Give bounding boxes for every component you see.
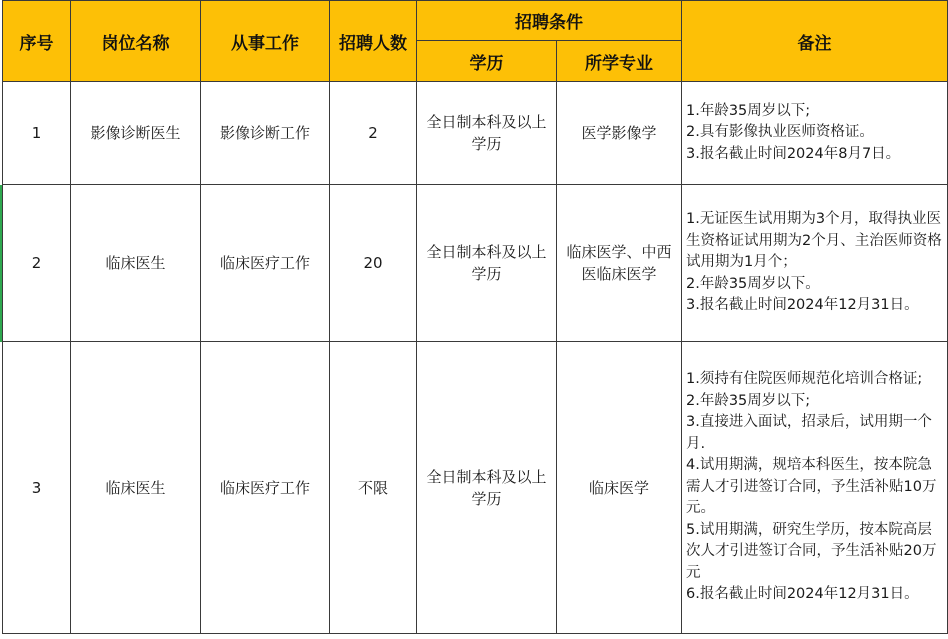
cell-remarks[interactable] <box>682 82 948 185</box>
header-education[interactable]: 学历 <box>417 41 557 82</box>
header-count[interactable]: 招聘人数 <box>330 1 417 82</box>
cell-count[interactable]: 2 <box>330 82 417 185</box>
header-conditions[interactable]: 招聘条件 <box>417 1 682 41</box>
cell-work[interactable]: 影像诊断工作 <box>201 82 330 185</box>
remark-line: 6.报名截止时间2024年12月31日。 <box>686 586 919 603</box>
major-text: 临床医学、中西医临床医学 <box>566 243 672 283</box>
cell-remarks[interactable] <box>682 342 948 634</box>
cell-seq[interactable]: 2 <box>3 185 71 342</box>
cell-count[interactable]: 不限 <box>330 342 417 634</box>
table-row <box>3 185 948 342</box>
cell-remarks[interactable] <box>682 185 948 342</box>
major-text: 临床医学 <box>588 478 649 497</box>
header-remarks[interactable]: 备注 <box>682 1 948 82</box>
header-work[interactable]: 从事工作 <box>201 1 330 82</box>
remark-line: 3.报名截止时间2024年12月31日。 <box>686 297 919 314</box>
cell-major[interactable] <box>557 82 682 185</box>
education-text: 全日制本科及以上学历 <box>426 113 547 153</box>
education-text: 全日制本科及以上学历 <box>426 243 547 283</box>
table-row <box>3 82 948 185</box>
header-major[interactable]: 所学专业 <box>557 41 682 82</box>
remark-line: 2.年龄35周岁以下; <box>686 392 811 409</box>
cell-position[interactable]: 临床医生 <box>71 342 201 634</box>
cell-work[interactable]: 临床医疗工作 <box>201 185 330 342</box>
header-seq[interactable]: 序号 <box>3 1 71 82</box>
recruitment-table <box>2 0 948 634</box>
remark-line: 3.报名截止时间2024年8月7日。 <box>686 145 901 162</box>
education-text: 全日制本科及以上学历 <box>426 467 547 508</box>
cell-count[interactable]: 20 <box>330 185 417 342</box>
cell-position[interactable]: 临床医生 <box>71 185 201 342</box>
cell-work[interactable]: 临床医疗工作 <box>201 342 330 634</box>
remark-line: 2.具有影像执业医师资格证。 <box>686 124 874 141</box>
cell-major[interactable] <box>557 342 682 634</box>
remark-line: 5.试用期满，研究生学历，按本院高层次人才引进签订合同，予生活补贴20万元 <box>686 521 937 581</box>
table-row <box>3 342 948 634</box>
remark-line: 1.须持有住院医师规范化培训合格证; <box>686 371 923 388</box>
remark-line: 3.直接进入面试，招录后，试用期一个月. <box>686 414 932 452</box>
cell-major[interactable] <box>557 185 682 342</box>
cell-education[interactable] <box>417 82 557 185</box>
header-position[interactable]: 岗位名称 <box>71 1 201 82</box>
major-text: 医学影像学 <box>581 124 657 142</box>
remark-line: 1.无证医生试用期为3个月，取得执业医生资格证试用期为2个月、主治医师资格试用期为1月个； <box>686 211 942 271</box>
cell-seq[interactable]: 3 <box>3 342 71 634</box>
cell-position[interactable]: 影像诊断医生 <box>71 82 201 185</box>
cell-seq[interactable]: 1 <box>3 82 71 185</box>
cell-education[interactable] <box>417 342 557 634</box>
remark-line: 1.年龄35周岁以下; <box>686 102 811 119</box>
cell-education[interactable] <box>417 185 557 342</box>
remark-line: 4.试用期满，规培本科医生，按本院急需人才引进签订合同，予生活补贴10万元。 <box>686 457 937 517</box>
remark-line: 2.年龄35周岁以下。 <box>686 275 820 292</box>
